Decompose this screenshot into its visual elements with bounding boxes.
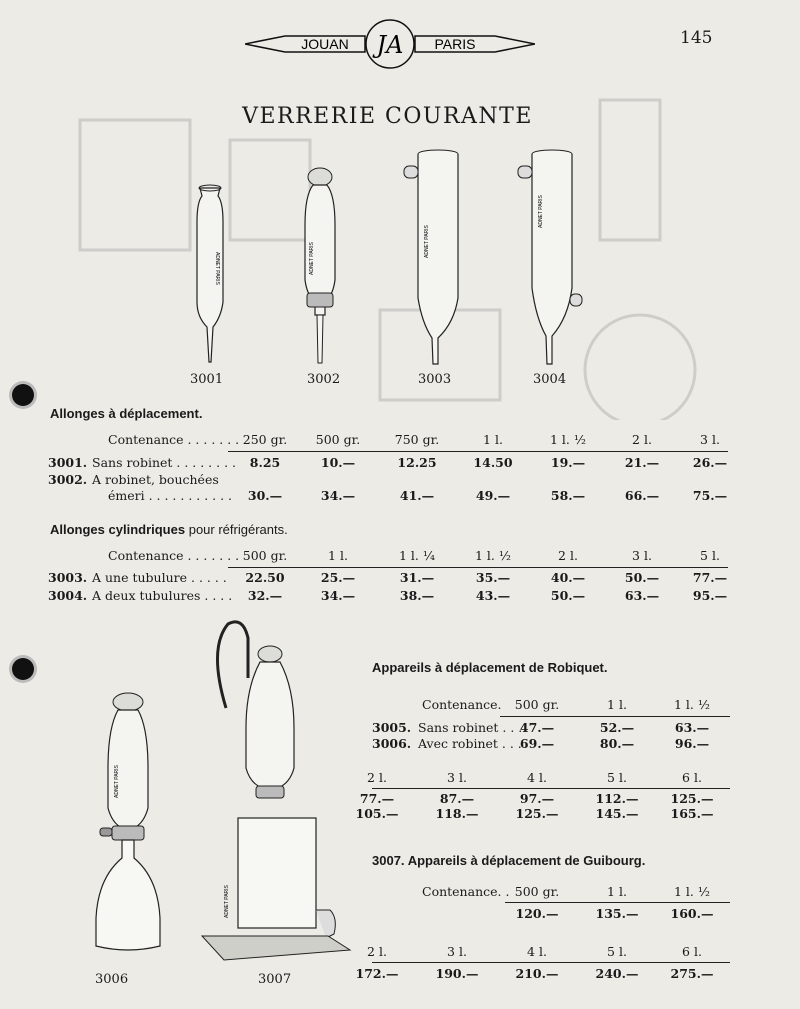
size-cell: 3 l. bbox=[700, 432, 720, 447]
size-cell: 500 gr. bbox=[514, 697, 560, 712]
price-cell: 95.— bbox=[692, 588, 728, 603]
table-rule bbox=[372, 962, 730, 963]
table-row bbox=[48, 570, 748, 588]
size-cell: 2 l. bbox=[558, 548, 578, 563]
table-rule bbox=[372, 788, 730, 789]
price-cell: 50.— bbox=[550, 588, 586, 603]
figure-label-3003: 3003 bbox=[418, 372, 452, 387]
contenance-label: Contenance. . bbox=[422, 884, 510, 899]
size-cell: 1 l. ½ bbox=[674, 697, 710, 712]
size-cell: 500 gr. bbox=[514, 884, 560, 899]
table-row bbox=[48, 455, 748, 473]
price-cell: 135.— bbox=[595, 906, 639, 921]
glass-mark: ADNET PARIS bbox=[114, 765, 120, 798]
figure-label-3001: 3001 bbox=[190, 372, 224, 387]
size-cell: 3 l. bbox=[632, 548, 652, 563]
price-cell: 105.— bbox=[355, 806, 399, 821]
price-cell: 80.— bbox=[599, 736, 635, 751]
size-cell: 4 l. bbox=[527, 770, 547, 785]
price-cell: 66.— bbox=[624, 488, 660, 503]
price-cell: 97.— bbox=[519, 791, 555, 806]
section2-contenance-row bbox=[48, 548, 748, 566]
logo-text-left: JOUAN bbox=[301, 36, 349, 52]
section3-contenance-row bbox=[372, 697, 732, 715]
item-number: 3004. bbox=[48, 588, 88, 603]
item-label: A une tubulure . . . . . bbox=[92, 570, 227, 585]
size-cell: 1 l. bbox=[328, 548, 348, 563]
price-cell: 21.— bbox=[624, 455, 660, 470]
robiquet-3006-illustration bbox=[88, 688, 168, 963]
price-cell: 34.— bbox=[320, 488, 356, 503]
section3-sizes-b-row bbox=[367, 770, 732, 788]
section1-contenance-row bbox=[48, 432, 748, 450]
price-cell: 112.— bbox=[595, 791, 639, 806]
section4-sizes-b-row bbox=[367, 944, 732, 962]
section3-heading: Appareils à déplacement de Robiquet. bbox=[372, 660, 608, 675]
price-cell: 125.— bbox=[515, 806, 559, 821]
item-number: 3006. bbox=[372, 736, 412, 751]
jouan-paris-logo bbox=[245, 18, 535, 70]
section2-heading bbox=[50, 522, 288, 537]
price-cell: 69.— bbox=[519, 736, 555, 751]
punch-hole-bottom bbox=[12, 658, 34, 680]
table-row bbox=[372, 906, 732, 924]
allonge-3003-illustration bbox=[400, 148, 465, 370]
show-through-ghost bbox=[60, 80, 700, 420]
section2-heading-main: Allonges cylindriques bbox=[50, 522, 186, 537]
glass-mark: ADNET PARIS bbox=[214, 252, 220, 285]
price-cell: 32.— bbox=[247, 588, 283, 603]
price-cell: 77.— bbox=[359, 791, 395, 806]
price-cell: 63.— bbox=[624, 588, 660, 603]
price-cell: 43.— bbox=[475, 588, 511, 603]
size-cell: 1 l. bbox=[483, 432, 503, 447]
price-cell: 87.— bbox=[439, 791, 475, 806]
size-cell: 500 gr. bbox=[242, 548, 288, 563]
item-number: 3003. bbox=[48, 570, 88, 585]
section1-heading: Allonges à déplacement. bbox=[50, 406, 203, 421]
price-cell: 118.— bbox=[435, 806, 479, 821]
price-cell: 52.— bbox=[599, 720, 635, 735]
glass-mark: ADNET PARIS bbox=[224, 885, 230, 918]
section2-heading-tail: pour réfrigérants. bbox=[188, 522, 288, 537]
contenance-label: Contenance. bbox=[422, 697, 502, 712]
item-label: A robinet, bouchées bbox=[92, 472, 219, 487]
price-cell: 125.— bbox=[670, 791, 714, 806]
guibourg-3007-illustration bbox=[198, 618, 358, 968]
size-cell: 1 l. bbox=[607, 884, 627, 899]
price-cell: 58.— bbox=[550, 488, 586, 503]
price-cell: 275.— bbox=[670, 966, 714, 981]
table-row-continued bbox=[48, 488, 748, 506]
price-cell: 145.— bbox=[595, 806, 639, 821]
price-cell: 26.— bbox=[692, 455, 728, 470]
item-label: Avec robinet . . . bbox=[418, 736, 522, 751]
size-cell: 2 l. bbox=[632, 432, 652, 447]
price-cell: 31.— bbox=[399, 570, 435, 585]
size-cell: 1 l. ¼ bbox=[399, 548, 435, 563]
size-cell: 2 l. bbox=[367, 944, 387, 959]
price-cell: 96.— bbox=[674, 736, 710, 751]
price-cell: 172.— bbox=[355, 966, 399, 981]
price-cell: 50.— bbox=[624, 570, 660, 585]
size-cell: 1 l. ½ bbox=[550, 432, 586, 447]
price-cell: 160.— bbox=[670, 906, 714, 921]
price-cell: 63.— bbox=[674, 720, 710, 735]
size-cell: 750 gr. bbox=[394, 432, 440, 447]
price-cell: 8.25 bbox=[249, 455, 281, 470]
size-cell: 500 gr. bbox=[315, 432, 361, 447]
size-cell: 1 l. bbox=[607, 697, 627, 712]
table-row bbox=[355, 806, 732, 824]
figure-label-3007: 3007 bbox=[258, 972, 292, 987]
size-cell: 1 l. ½ bbox=[475, 548, 511, 563]
allonge-3001-illustration bbox=[185, 182, 235, 372]
logo-text-right: PARIS bbox=[434, 36, 476, 52]
size-cell: 4 l. bbox=[527, 944, 547, 959]
table-rule bbox=[500, 716, 730, 717]
price-cell: 10.— bbox=[320, 455, 356, 470]
price-cell: 190.— bbox=[435, 966, 479, 981]
figure-label-3006: 3006 bbox=[95, 972, 129, 987]
section4-contenance-row bbox=[372, 884, 732, 902]
allonge-3002-illustration bbox=[295, 165, 345, 370]
price-cell: 38.— bbox=[399, 588, 435, 603]
price-cell: 210.— bbox=[515, 966, 559, 981]
table-rule bbox=[505, 902, 730, 903]
punch-hole-top bbox=[12, 384, 34, 406]
price-cell: 34.— bbox=[320, 588, 356, 603]
section4-number: 3007. bbox=[372, 853, 405, 868]
section4-title: Appareils à déplacement de Guibourg. bbox=[407, 853, 646, 868]
price-cell: 77.— bbox=[692, 570, 728, 585]
price-cell: 49.— bbox=[475, 488, 511, 503]
price-cell: 240.— bbox=[595, 966, 639, 981]
price-cell: 25.— bbox=[320, 570, 356, 585]
size-cell: 5 l. bbox=[607, 770, 627, 785]
price-cell: 35.— bbox=[475, 570, 511, 585]
item-label-continued: émeri . . . . . . . . . . . bbox=[108, 488, 233, 503]
glass-mark: ADNET PARIS bbox=[424, 225, 430, 258]
size-cell: 1 l. ½ bbox=[674, 884, 710, 899]
table-rule bbox=[228, 567, 728, 568]
page-title: VERRERIE COURANTE bbox=[242, 104, 533, 129]
glass-mark: ADNET PARIS bbox=[309, 242, 315, 275]
price-cell: 120.— bbox=[515, 906, 559, 921]
item-number: 3001. bbox=[48, 455, 88, 470]
size-cell: 250 gr. bbox=[242, 432, 288, 447]
price-cell: 41.— bbox=[399, 488, 435, 503]
size-cell: 6 l. bbox=[682, 944, 702, 959]
size-cell: 3 l. bbox=[447, 944, 467, 959]
figure-label-3004: 3004 bbox=[533, 372, 567, 387]
table-row bbox=[48, 588, 748, 606]
size-cell: 2 l. bbox=[367, 770, 387, 785]
glass-mark: ADNET PARIS bbox=[538, 195, 544, 228]
item-label: Sans robinet . . . . . . . . bbox=[92, 455, 237, 470]
page-number: 145 bbox=[680, 28, 713, 48]
price-cell: 165.— bbox=[670, 806, 714, 821]
item-number: 3005. bbox=[372, 720, 412, 735]
price-cell: 30.— bbox=[247, 488, 283, 503]
price-cell: 40.— bbox=[550, 570, 586, 585]
figure-label-3002: 3002 bbox=[307, 372, 341, 387]
size-cell: 6 l. bbox=[682, 770, 702, 785]
contenance-label: Contenance . . . . . . . bbox=[108, 432, 240, 447]
size-cell: 5 l. bbox=[607, 944, 627, 959]
price-cell: 12.25 bbox=[397, 455, 437, 470]
price-cell: 47.— bbox=[519, 720, 555, 735]
table-rule bbox=[228, 451, 728, 452]
item-number: 3002. bbox=[48, 472, 88, 487]
section4-heading bbox=[372, 853, 645, 868]
logo-monogram: JA bbox=[376, 31, 404, 59]
size-cell: 5 l. bbox=[700, 548, 720, 563]
size-cell: 3 l. bbox=[447, 770, 467, 785]
contenance-label: Contenance . . . . . . . bbox=[108, 548, 240, 563]
allonge-3004-illustration bbox=[512, 148, 582, 370]
item-label: A deux tubulures . . . . bbox=[92, 588, 233, 603]
table-row bbox=[372, 736, 732, 754]
item-label: Sans robinet . . . bbox=[418, 720, 523, 735]
price-cell: 75.— bbox=[692, 488, 728, 503]
price-cell: 19.— bbox=[550, 455, 586, 470]
price-cell: 22.50 bbox=[245, 570, 285, 585]
table-row bbox=[355, 966, 732, 984]
price-cell: 14.50 bbox=[473, 455, 513, 470]
